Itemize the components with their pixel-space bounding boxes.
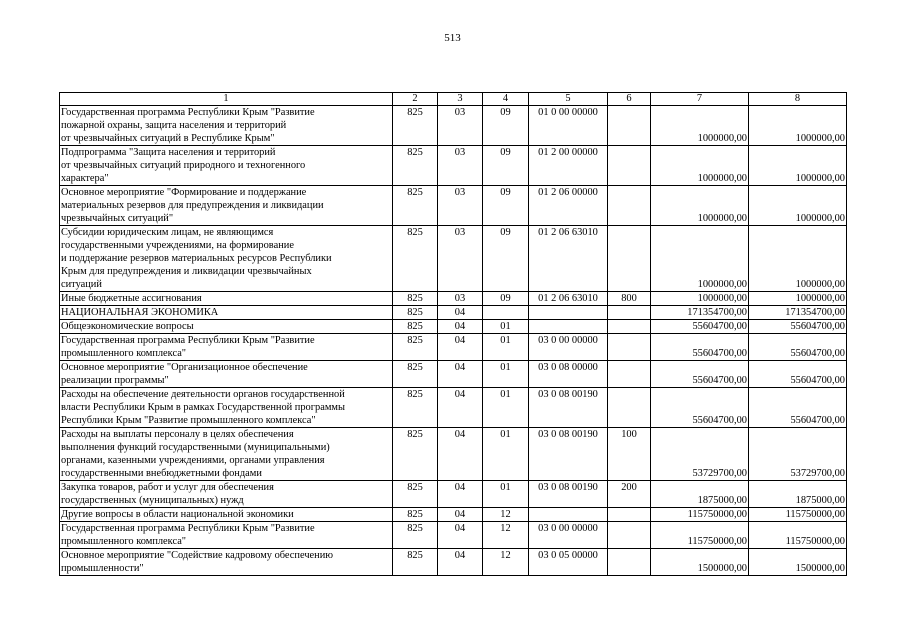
header-cell: 4 bbox=[483, 93, 529, 106]
row-name-cell: Подпрограмма "Защита населения и территорий от чрезвычайных ситуаций природного и техногенного характера" bbox=[60, 146, 393, 186]
row-expense-type-cell bbox=[608, 106, 651, 146]
row-amount-year1-cell: 55604700,00 bbox=[651, 320, 749, 334]
row-amount-year2-cell: 1000000,00 bbox=[749, 146, 847, 186]
row-name-cell: НАЦИОНАЛЬНАЯ ЭКОНОМИКА bbox=[60, 306, 393, 320]
header-cell: 6 bbox=[608, 93, 651, 106]
table-row bbox=[60, 226, 847, 292]
table-row bbox=[60, 508, 847, 522]
row-expense-type-cell: 800 bbox=[608, 292, 651, 306]
row-section-cell: 03 bbox=[438, 186, 483, 226]
row-subsection-cell: 12 bbox=[483, 522, 529, 549]
row-amount-year1-cell: 1000000,00 bbox=[651, 186, 749, 226]
row-code-cell: 825 bbox=[393, 306, 438, 320]
row-target-article-cell: 01 2 00 00000 bbox=[529, 146, 608, 186]
row-section-cell: 04 bbox=[438, 522, 483, 549]
row-section-cell: 03 bbox=[438, 106, 483, 146]
row-amount-year2-cell: 55604700,00 bbox=[749, 334, 847, 361]
row-code-cell: 825 bbox=[393, 508, 438, 522]
row-target-article-cell: 01 2 06 63010 bbox=[529, 292, 608, 306]
row-target-article-cell bbox=[529, 508, 608, 522]
row-amount-year2-cell: 1000000,00 bbox=[749, 186, 847, 226]
row-subsection-cell: 09 bbox=[483, 226, 529, 292]
row-amount-year1-cell: 1000000,00 bbox=[651, 292, 749, 306]
row-name-cell: Общеэкономические вопросы bbox=[60, 320, 393, 334]
row-expense-type-cell bbox=[608, 306, 651, 320]
row-name-cell: Расходы на выплаты персоналу в целях обеспечения выполнения функций государственными (муниципальными) органами, казенными учреждениями, органами управления государственными внебюджетными фондами bbox=[60, 428, 393, 481]
row-section-cell: 04 bbox=[438, 320, 483, 334]
row-code-cell: 825 bbox=[393, 320, 438, 334]
row-name-cell: Государственная программа Республики Крым "Развитие пожарной охраны, защита населения и территорий от чрезвычайных ситуаций в Республике Крым" bbox=[60, 106, 393, 146]
table-row bbox=[60, 361, 847, 388]
row-name-cell: Государственная программа Республики Крым "Развитие промышленного комплекса" bbox=[60, 522, 393, 549]
row-expense-type-cell bbox=[608, 320, 651, 334]
row-amount-year2-cell: 1000000,00 bbox=[749, 226, 847, 292]
row-target-article-cell: 03 0 08 00190 bbox=[529, 388, 608, 428]
row-subsection-cell: 01 bbox=[483, 334, 529, 361]
row-target-article-cell: 01 0 00 00000 bbox=[529, 106, 608, 146]
row-section-cell: 04 bbox=[438, 334, 483, 361]
row-code-cell: 825 bbox=[393, 361, 438, 388]
row-expense-type-cell bbox=[608, 146, 651, 186]
row-subsection-cell: 01 bbox=[483, 320, 529, 334]
row-expense-type-cell bbox=[608, 388, 651, 428]
row-target-article-cell: 01 2 06 00000 bbox=[529, 186, 608, 226]
header-cell: 1 bbox=[60, 93, 393, 106]
row-amount-year2-cell: 1500000,00 bbox=[749, 549, 847, 576]
header-cell: 8 bbox=[749, 93, 847, 106]
row-amount-year2-cell: 1000000,00 bbox=[749, 106, 847, 146]
row-name-cell: Субсидии юридическим лицам, не являющимся государственными учреждениями, на формирование и поддержание резервов материальных ресурсов Республики Крым для предупреждения и ликвидации чрезвычайных ситуаций bbox=[60, 226, 393, 292]
header-row bbox=[60, 93, 847, 106]
row-code-cell: 825 bbox=[393, 428, 438, 481]
page-number: 513 bbox=[444, 32, 461, 44]
row-expense-type-cell: 200 bbox=[608, 481, 651, 508]
row-code-cell: 825 bbox=[393, 522, 438, 549]
row-amount-year2-cell: 55604700,00 bbox=[749, 388, 847, 428]
table-row bbox=[60, 388, 847, 428]
row-target-article-cell: 03 0 05 00000 bbox=[529, 549, 608, 576]
table-row bbox=[60, 549, 847, 576]
table-row bbox=[60, 306, 847, 320]
row-amount-year2-cell: 1000000,00 bbox=[749, 292, 847, 306]
row-expense-type-cell bbox=[608, 361, 651, 388]
row-amount-year2-cell: 115750000,00 bbox=[749, 522, 847, 549]
row-target-article-cell: 01 2 06 63010 bbox=[529, 226, 608, 292]
row-subsection-cell: 09 bbox=[483, 146, 529, 186]
row-expense-type-cell bbox=[608, 549, 651, 576]
row-subsection-cell: 12 bbox=[483, 508, 529, 522]
table-row bbox=[60, 186, 847, 226]
row-amount-year2-cell: 53729700,00 bbox=[749, 428, 847, 481]
row-amount-year1-cell: 1000000,00 bbox=[651, 226, 749, 292]
row-name-cell: Основное мероприятие "Содействие кадровому обеспечению промышленности" bbox=[60, 549, 393, 576]
row-amount-year2-cell: 1875000,00 bbox=[749, 481, 847, 508]
row-subsection-cell bbox=[483, 306, 529, 320]
row-amount-year2-cell: 171354700,00 bbox=[749, 306, 847, 320]
table-row bbox=[60, 428, 847, 481]
row-target-article-cell: 03 0 00 00000 bbox=[529, 334, 608, 361]
row-code-cell: 825 bbox=[393, 481, 438, 508]
row-name-cell: Закупка товаров, работ и услуг для обеспечения государственных (муниципальных) нужд bbox=[60, 481, 393, 508]
row-amount-year1-cell: 55604700,00 bbox=[651, 388, 749, 428]
row-target-article-cell bbox=[529, 320, 608, 334]
row-name-cell: Основное мероприятие "Организационное обеспечение реализации программы" bbox=[60, 361, 393, 388]
row-name-cell: Государственная программа Республики Крым "Развитие промышленного комплекса" bbox=[60, 334, 393, 361]
table-row bbox=[60, 481, 847, 508]
row-amount-year2-cell: 115750000,00 bbox=[749, 508, 847, 522]
row-subsection-cell: 01 bbox=[483, 361, 529, 388]
row-name-cell: Основное мероприятие "Формирование и поддержание материальных резервов для предупреждения и ликвидации чрезвычайных ситуаций" bbox=[60, 186, 393, 226]
row-section-cell: 04 bbox=[438, 549, 483, 576]
row-expense-type-cell bbox=[608, 522, 651, 549]
row-section-cell: 04 bbox=[438, 388, 483, 428]
row-section-cell: 03 bbox=[438, 146, 483, 186]
row-name-cell: Другие вопросы в области национальной экономики bbox=[60, 508, 393, 522]
row-amount-year1-cell: 55604700,00 bbox=[651, 334, 749, 361]
row-target-article-cell: 03 0 08 00000 bbox=[529, 361, 608, 388]
row-name-cell: Иные бюджетные ассигнования bbox=[60, 292, 393, 306]
table-row bbox=[60, 334, 847, 361]
row-code-cell: 825 bbox=[393, 226, 438, 292]
row-expense-type-cell bbox=[608, 508, 651, 522]
row-expense-type-cell: 100 bbox=[608, 428, 651, 481]
row-code-cell: 825 bbox=[393, 549, 438, 576]
row-amount-year1-cell: 171354700,00 bbox=[651, 306, 749, 320]
row-section-cell: 03 bbox=[438, 226, 483, 292]
row-target-article-cell: 03 0 08 00190 bbox=[529, 481, 608, 508]
row-subsection-cell: 01 bbox=[483, 388, 529, 428]
row-section-cell: 04 bbox=[438, 428, 483, 481]
header-cell: 7 bbox=[651, 93, 749, 106]
row-section-cell: 03 bbox=[438, 292, 483, 306]
row-target-article-cell: 03 0 00 00000 bbox=[529, 522, 608, 549]
header-cell: 3 bbox=[438, 93, 483, 106]
row-code-cell: 825 bbox=[393, 106, 438, 146]
row-name-cell: Расходы на обеспечение деятельности органов государственной власти Республики Крым в рамках Государственной программы Республики Крым "Развитие промышленного комплекса" bbox=[60, 388, 393, 428]
row-amount-year1-cell: 53729700,00 bbox=[651, 428, 749, 481]
table-row bbox=[60, 522, 847, 549]
row-expense-type-cell bbox=[608, 226, 651, 292]
table-row bbox=[60, 292, 847, 306]
header-cell: 5 bbox=[529, 93, 608, 106]
row-subsection-cell: 01 bbox=[483, 428, 529, 481]
row-subsection-cell: 09 bbox=[483, 292, 529, 306]
row-target-article-cell bbox=[529, 306, 608, 320]
row-amount-year1-cell: 55604700,00 bbox=[651, 361, 749, 388]
row-section-cell: 04 bbox=[438, 481, 483, 508]
row-subsection-cell: 09 bbox=[483, 106, 529, 146]
row-amount-year1-cell: 1000000,00 bbox=[651, 106, 749, 146]
table-row bbox=[60, 146, 847, 186]
row-code-cell: 825 bbox=[393, 146, 438, 186]
row-code-cell: 825 bbox=[393, 292, 438, 306]
table-row bbox=[60, 320, 847, 334]
row-amount-year2-cell: 55604700,00 bbox=[749, 361, 847, 388]
row-code-cell: 825 bbox=[393, 388, 438, 428]
row-subsection-cell: 01 bbox=[483, 481, 529, 508]
row-code-cell: 825 bbox=[393, 186, 438, 226]
row-section-cell: 04 bbox=[438, 361, 483, 388]
header-cell: 2 bbox=[393, 93, 438, 106]
row-amount-year1-cell: 115750000,00 bbox=[651, 508, 749, 522]
row-code-cell: 825 bbox=[393, 334, 438, 361]
table-row bbox=[60, 106, 847, 146]
row-section-cell: 04 bbox=[438, 306, 483, 320]
row-amount-year1-cell: 115750000,00 bbox=[651, 522, 749, 549]
row-amount-year2-cell: 55604700,00 bbox=[749, 320, 847, 334]
row-expense-type-cell bbox=[608, 334, 651, 361]
row-expense-type-cell bbox=[608, 186, 651, 226]
row-amount-year1-cell: 1500000,00 bbox=[651, 549, 749, 576]
row-subsection-cell: 12 bbox=[483, 549, 529, 576]
row-target-article-cell: 03 0 08 00190 bbox=[529, 428, 608, 481]
row-subsection-cell: 09 bbox=[483, 186, 529, 226]
row-amount-year1-cell: 1000000,00 bbox=[651, 146, 749, 186]
row-section-cell: 04 bbox=[438, 508, 483, 522]
budget-table bbox=[59, 92, 847, 576]
row-amount-year1-cell: 1875000,00 bbox=[651, 481, 749, 508]
